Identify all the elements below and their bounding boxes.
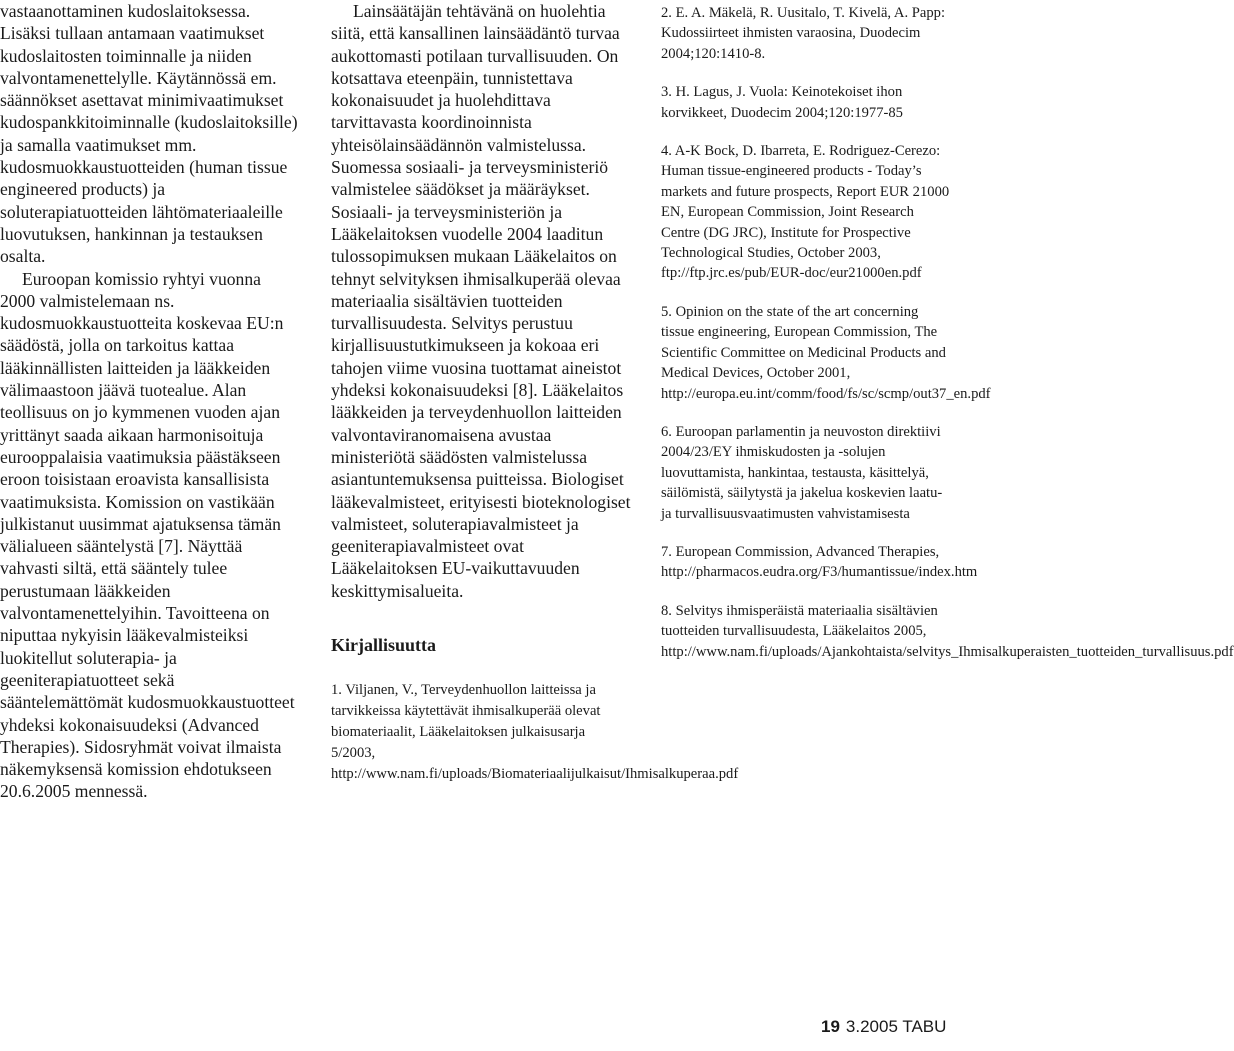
body-paragraph: Lainsäätäjän tehtävänä on huolehtia siitä, että kansallinen lainsäädäntö turvaa aukottomasti potilaan turvallisuuden. On kotsattava eteenpäin, tunnistettava kokonaisuudet ja huolehdittava tarvittavasta koordinoinnista yhteisölainsäädännön valmistelussa. Suomessa sosiaali- ja terveysministeriö valmistelee säädökset ja määräykset. Sosiaali- ja terveysministeriön ja Lääkelaitoksen vuodelle 2004 laaditun tulossopimuksen mukaan Lääkelaitos on tehnyt selvityksen ihmisalkuperää olevaa materiaalia sisältävien tuotteiden turvallisuudesta. Selvitys perustuu kirjallisuustutkimukseen ja kokoaa eri tahojen viime vuosina tuottamat aineistot yhdeksi kokonaisuudeksi [8]. Lääkelaitos lääkkeiden ja terveydenhuollon laitteiden valvontaviranomaisena avustaa ministeriötä säädösten valmistelussa asiantuntemuksensa puitteissa. Biologiset lääkevalmisteet, erityisesti bioteknologiset valmisteet, soluterapiavalmisteet ja geeniterapiavalmisteet ovat Lääkelaitoksen EU-vaikuttavuuden keskittymisalueita. <box>331 1 631 601</box>
column-3-references <box>661 3 1234 680</box>
reference-item: 6. Euroopan parlamentin ja neuvoston direktiivi 2004/23/EY ihmiskudosten ja -solujen luovuttamista, hankintaa, testausta, käsittelyä, säilömistä, säilytystä ja jakelua koskevien laatu- ja turvallisuusvaatimusten vahvistamisesta <box>661 423 943 522</box>
reference-item: 5. Opinion on the state of the art concerning tissue engineering, European Commission, The Scientific Committee on Medicinal Products and Medical Devices, October 2001, http://europa.eu.int/comm/food/fs/sc/scmp/out37_en.pdf <box>661 303 991 402</box>
reference-item: 8. Selvitys ihmisperäistä materiaalia sisältävien tuotteiden turvallisuudesta, Lääkelaitos 2005, http://www.nam.fi/uploads/Ajankohtaista/selvitys_Ihmisalkuperaisten_tuotteiden_turvallisuus.pdf <box>661 602 1234 660</box>
issue-label: 3.2005 TABU <box>845 1017 947 1036</box>
body-paragraph: Euroopan komissio ryhtyi vuonna 2000 valmistelemaan ns. kudosmuokkaustuotteita koskevaa EU:n säädöstä, jolla on tarkoitus kattaa lääkinnällisten laitteiden ja lääkkeiden välimaastoon jäävä tuotealue. Alan teollisuus on jo kymmenen vuoden ajan yrittänyt saada aikaan harmonisoituja eurooppalaisia vaatimuksia päästäkseen eroon toisistaan eroavista kansallisista vaatimuksista. Komission on vastikään julkistanut uusimmat ajatuksensa tämän välialueen sääntelystä [7]. Näyttää vahvasti siltä, että sääntely tulee perustumaan lääkkeiden valvontamenettelyihin. Tavoitteena on niputtaa nykyisin lääkevalmisteiksi luokitellut soluterapia- ja geeniterapiatuotteet sekä sääntelemättömät kudosmuokkaustuotteet yhdeksi kokonaisuudeksi (Advanced Therapies). Sidosryhmät voivat ilmaista näkemyksensä komission ehdotukseen 20.6.2005 mennessä. <box>0 268 295 802</box>
column-1 <box>0 0 300 803</box>
page-number: 19 <box>821 1017 840 1036</box>
body-paragraph: vastaanottaminen kudoslaitoksessa. Lisäksi tullaan antamaan vaatimukset kudoslaitosten toiminnalle ja niiden valvontamenettelylle. Käytännössä em. säännökset asettavat minimivaatimukset kudospankkitoiminnalle (kudoslaitoksille) ja samalla vaatimukset mm. kudosmuokkaustuotteiden (human tissue engineered products) ja soluterapiatuotteiden lähtömateriaaleille luovutuksen, hankinnan ja testauksen osalta. <box>0 1 298 267</box>
page-footer <box>821 1017 946 1037</box>
column-2 <box>331 0 739 785</box>
reference-item: 3. H. Lagus, J. Vuola: Keinotekoiset ihon korvikkeet, Duodecim 2004;120:1977-85 <box>661 84 903 121</box>
reference-item: 4. A-K Bock, D. Ibarreta, E. Rodriguez-Cerezo: Human tissue-engineered products - Today’s markets and future prospects, Report EUR 21000 EN, European Commission, Joint Research Centre (DG JRC), Institute for Prospective Technological Studies, October 2003, ftp://ftp.jrc.es/pub/EUR-doc/eur21000en.pdf <box>661 143 950 282</box>
reference-item: 7. European Commission, Advanced Therapies, http://pharmacos.eudra.org/F3/humantissue/index.htm <box>661 543 978 581</box>
reference-item: 1. Viljanen, V., Terveydenhuollon laitteissa ja tarvikkeissa käytettävät ihmisalkuperää olevat biomateriaalit, Lääkelaitoksen julkaisusarja 5/2003, http://www.nam.fi/uploads/Biomateriaalijulkaisut/Ihmisalkuperaa.pdf <box>331 682 739 783</box>
references-heading: Kirjallisuutta <box>331 635 437 656</box>
reference-item: 2. E. A. Mäkelä, R. Uusitalo, T. Kivelä, A. Papp: Kudossiirteet ihmisten varaosina, Duodecim 2004;120:1410-8. <box>661 5 946 62</box>
